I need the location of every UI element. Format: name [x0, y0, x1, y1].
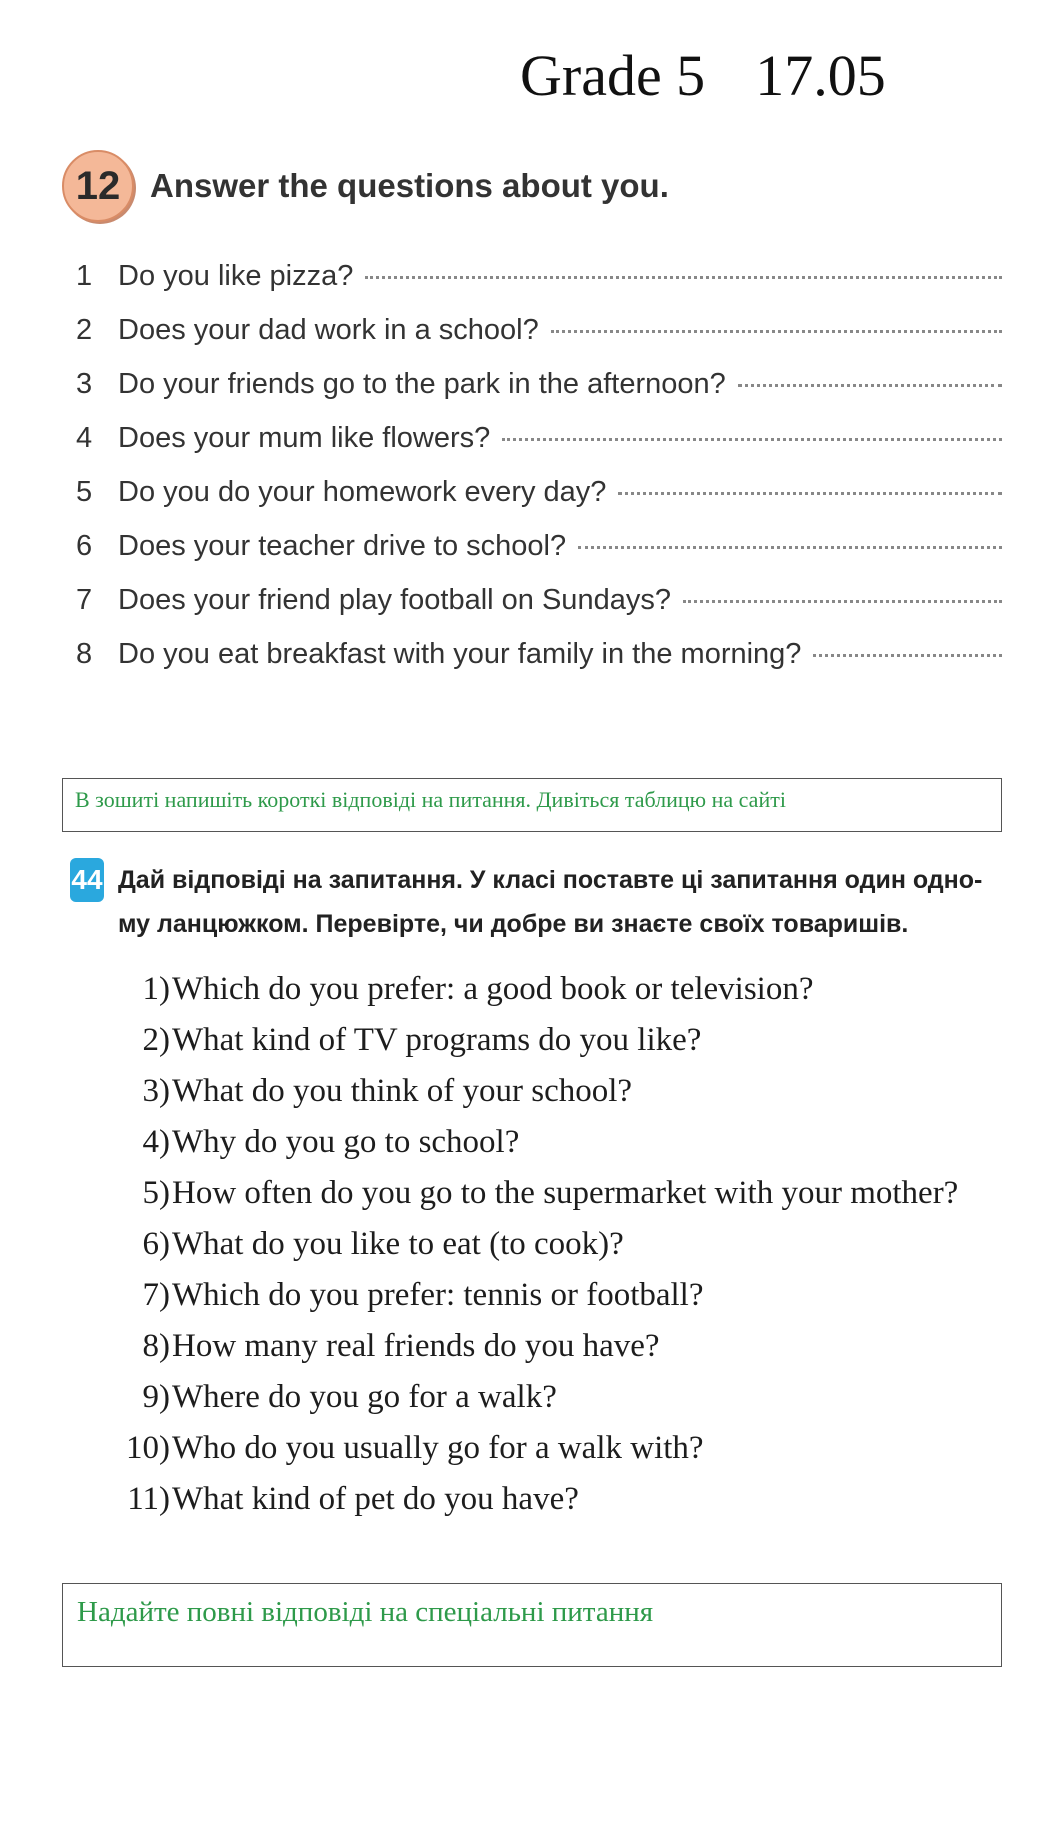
question-text: Where do you go for a walk?	[172, 1379, 557, 1415]
question-item	[62, 476, 1002, 530]
exercise-44-title	[118, 858, 998, 946]
page-header	[520, 42, 886, 109]
question-number: 8	[76, 638, 93, 670]
exercise-44-question-list	[70, 964, 1010, 1525]
exercise-12	[62, 150, 1002, 692]
question-text: Do you eat breakfast with your family in the morning?	[118, 638, 802, 670]
question-item	[62, 638, 1002, 692]
question-text: Which do you prefer: tennis or football?	[172, 1277, 704, 1313]
exercise-44	[70, 858, 1010, 1525]
question-item	[70, 1474, 1010, 1525]
answer-line	[813, 654, 1002, 657]
answer-line	[578, 546, 1002, 549]
exercise-12-header	[62, 150, 1002, 222]
answer-line	[502, 438, 1002, 441]
question-number: 1	[76, 260, 93, 292]
question-item	[70, 1066, 1010, 1117]
exercise-44-number-badge: 44	[70, 858, 104, 902]
answer-line	[551, 330, 1002, 333]
exercise-44-title-line-1: Дай відповіді на запитання. У класі поставте ці запитання один одно-	[118, 866, 983, 894]
exercise-12-title: Answer the questions about you.	[150, 167, 669, 204]
answer-line	[683, 600, 1002, 603]
question-item	[70, 1117, 1010, 1168]
question-item	[70, 1270, 1010, 1321]
exercise-12-number-badge: 12	[62, 150, 134, 222]
question-number: 4)	[142, 1124, 170, 1160]
question-text: Do your friends go to the park in the afternoon?	[118, 368, 726, 400]
date-label: 17.05	[755, 43, 886, 108]
question-number: 9)	[142, 1379, 170, 1415]
question-text: Who do you usually go for a walk with?	[172, 1430, 704, 1466]
question-number: 3	[76, 368, 93, 400]
question-text: What do you like to eat (to cook)?	[172, 1226, 624, 1262]
question-item	[62, 584, 1002, 638]
exercise-44-title-line-2: му ланцюжком. Перевірте, чи добре ви знаєте своїх товаришів.	[118, 910, 909, 938]
question-number: 4	[76, 422, 93, 454]
question-text: Do you do your homework every day?	[118, 476, 607, 508]
question-text: Does your friend play football on Sundays?	[118, 584, 671, 616]
answer-line	[365, 276, 1002, 279]
question-text: Why do you go to school?	[172, 1124, 520, 1160]
question-text: What kind of TV programs do you like?	[172, 1022, 702, 1058]
question-number: 3)	[142, 1073, 170, 1109]
question-text: What kind of pet do you have?	[172, 1481, 579, 1517]
question-item	[62, 422, 1002, 476]
answer-line	[738, 384, 1002, 387]
question-text: Does your teacher drive to school?	[118, 530, 567, 562]
answer-line	[618, 492, 1002, 495]
question-number: 2	[76, 314, 93, 346]
question-number: 8)	[142, 1328, 170, 1364]
exercise-12-question-list	[62, 260, 1002, 692]
question-item	[70, 1168, 1010, 1219]
instruction-box-full-answers: Надайте повні відповіді на спеціальні питання	[62, 1583, 1002, 1667]
question-number: 1)	[142, 971, 170, 1007]
question-item	[62, 260, 1002, 314]
question-number: 10)	[126, 1430, 170, 1466]
question-text: What do you think of your school?	[172, 1073, 633, 1109]
question-number: 7)	[142, 1277, 170, 1313]
question-number: 5	[76, 476, 93, 508]
question-item	[62, 368, 1002, 422]
question-number: 2)	[142, 1022, 170, 1058]
question-text: How often do you go to the supermarket with your mother?	[172, 1175, 959, 1211]
question-text: Does your mum like flowers?	[118, 422, 491, 454]
instruction-box-short-answers: В зошиті напишіть короткі відповіді на питання. Дивіться таблицю на сайті	[62, 778, 1002, 832]
question-item	[70, 964, 1010, 1015]
question-number: 11)	[127, 1481, 170, 1517]
question-text: Does your dad work in a school?	[118, 314, 539, 346]
question-item	[70, 1372, 1010, 1423]
question-text: How many real friends do you have?	[172, 1328, 660, 1364]
grade-label: Grade 5	[520, 43, 706, 108]
question-item	[70, 1219, 1010, 1270]
question-text: Do you like pizza?	[118, 260, 354, 292]
question-item	[62, 530, 1002, 584]
question-item	[62, 314, 1002, 368]
question-number: 6)	[142, 1226, 170, 1262]
question-item	[70, 1423, 1010, 1474]
question-text: Which do you prefer: a good book or television?	[172, 971, 814, 1007]
question-item	[70, 1015, 1010, 1066]
question-number: 5)	[142, 1175, 170, 1211]
exercise-44-header	[70, 858, 1010, 946]
question-number: 6	[76, 530, 93, 562]
question-item	[70, 1321, 1010, 1372]
question-number: 7	[76, 584, 93, 616]
